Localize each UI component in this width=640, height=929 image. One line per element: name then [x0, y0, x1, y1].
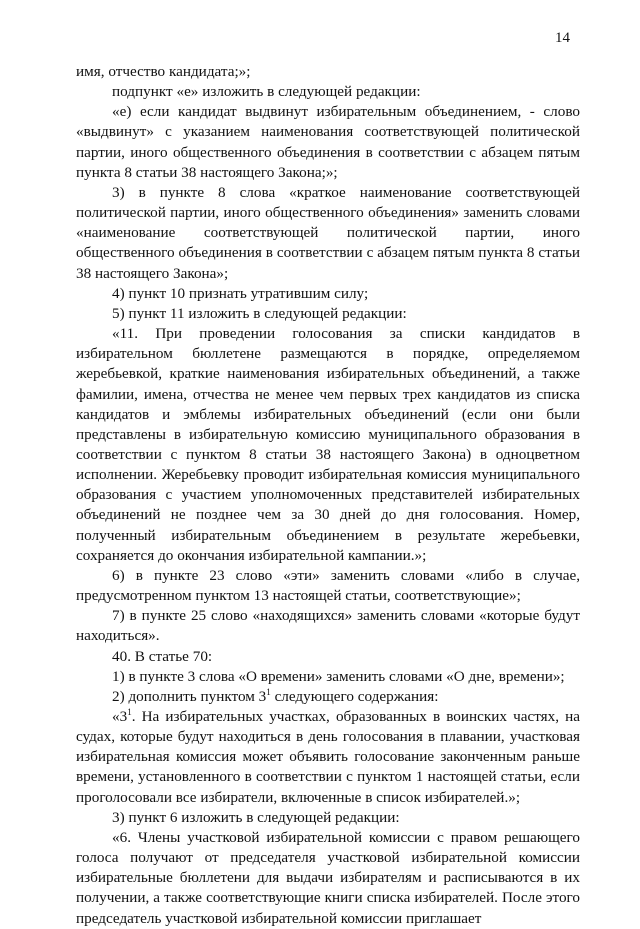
superscript: 1	[127, 706, 132, 717]
paragraph-text: 7) в пункте 25 слово «находящихся» заменить словами «которые будут находиться».	[76, 607, 580, 645]
paragraph-text: 5) пункт 11 изложить в следующей редакции:	[112, 304, 407, 322]
paragraph-text: 4) пункт 10 признать утратившим силу;	[112, 284, 369, 302]
paragraph-3	[76, 102, 580, 183]
paragraph-1	[76, 62, 580, 82]
paragraph-14	[76, 808, 580, 828]
paragraph-2	[76, 82, 580, 102]
paragraph-text: 2) дополнить пунктом 3	[112, 687, 267, 705]
paragraph-text: «е) если кандидат выдвинут избирательным объединением, - слово «выдвинут» с указанием наименования соответствующей политической партии, иного общественного объединения в соответствии с абзацем пятым пункта 8 статьи 38 настоящего Закона;»;	[76, 103, 580, 181]
paragraph-5	[76, 284, 580, 304]
paragraph-7	[76, 324, 580, 566]
paragraph-9	[76, 606, 580, 646]
document-body	[76, 62, 580, 929]
paragraph-text: подпункт «е» изложить в следующей редакции:	[112, 83, 421, 101]
paragraph-text: «3	[112, 708, 128, 725]
paragraph-13	[76, 707, 580, 808]
superscript: 1	[266, 686, 271, 697]
paragraph-15	[76, 828, 580, 929]
paragraph-12	[76, 687, 580, 707]
paragraph-text: 3) пункт 6 изложить в следующей редакции:	[112, 808, 400, 826]
paragraph-text: 1) в пункте 3 слова «О времени» заменить словами «О дне, времени»;	[112, 667, 565, 685]
paragraph-text-continued: следующего содержания:	[270, 687, 439, 705]
paragraph-text: имя, отчество кандидата;»;	[76, 63, 251, 80]
paragraph-4	[76, 183, 580, 284]
paragraph-text: 40. В статье 70:	[112, 647, 213, 665]
paragraph-text-continued: . На избирательных участках, образованных в воинских частях, на судах, которые будут находиться в день голосования в плавании, участковая избирательная комиссия может объявить голосование законченным раньше времени, установленного в соответствии с пунктом 1 настоящей статьи, если проголосовали все избиратели, включенные в список избирателей.»;	[76, 708, 580, 806]
paragraph-6	[76, 304, 580, 324]
paragraph-text: «11. При проведении голосования за списки кандидатов в избирательном бюллетене размещаются в порядке, определяемом жеребьевкой, краткие наименования избирательных объединений, а также фамилии, имена, отчества не менее чем первых трех кандидатов из списка кандидатов и эмблемы избирательных объединений (если они были представлены в избирательную комиссию муниципального образования в соответствии с пунктом 8 статьи 38 настоящего Закона) в одноцветном исполнении. Жеребьевку проводит избирательная комиссия муниципального образования с участием уполномоченных представителей избирательных объединений не позднее чем за 30 дней до дня голосования. Номер, полученный избирательным объединением в результате жеребьевки, сохраняется до окончания избирательной кампании.»;	[76, 325, 580, 564]
paragraph-8	[76, 566, 580, 606]
page-number: 14	[555, 30, 570, 46]
paragraph-text: «6. Члены участковой избирательной комиссии с правом решающего голоса получают от председателя участковой избирательной комиссии избирательные бюллетени для выдачи избирателям и расписываются в их получении, а также соответствующие книги списка избирателей. После этого председатель участковой избирательной комиссии приглашает	[76, 828, 580, 927]
paragraph-text: 3) в пункте 8 слова «краткое наименование соответствующей политической партии, иного общественного объединения» заменить словами «наименование соответствующей политической партии, иного общественного объединения в соответствии с абзацем пятым пункта 8 статьи 38 настоящего Закона»;	[76, 183, 580, 282]
paragraph-text: 6) в пункте 23 слово «эти» заменить словами «либо в случае, предусмотренном пунктом 13 настоящей статьи, соответствующие»;	[76, 566, 580, 605]
paragraph-10	[76, 647, 580, 667]
paragraph-11	[76, 667, 580, 687]
